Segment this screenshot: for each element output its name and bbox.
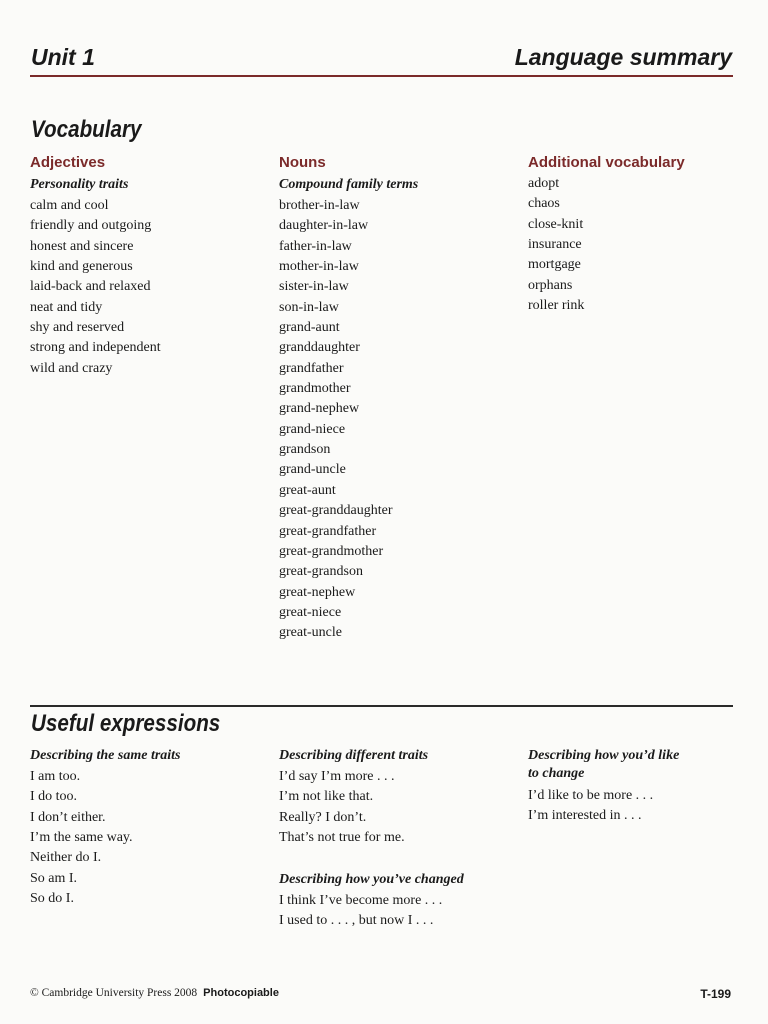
list-item: I’m the same way. [30, 830, 133, 846]
list-item: adopt [528, 176, 560, 191]
list-item: grand-uncle [279, 462, 346, 478]
list-item: grandfather [279, 360, 344, 376]
same-traits-list [30, 767, 133, 909]
list-item: wild and crazy [30, 360, 113, 376]
list-item: grandmother [279, 381, 351, 397]
list-item: orphans [528, 277, 573, 293]
nouns-heading: Nouns [279, 154, 326, 171]
adjectives-heading: Adjectives [30, 154, 106, 171]
list-item: neat and tidy [30, 299, 103, 315]
different-traits-heading: Describing different traits [279, 748, 429, 763]
list-item: great-nephew [279, 584, 356, 600]
list-item: granddaughter [279, 340, 360, 356]
photocopiable-label: Photocopiable [203, 987, 279, 999]
list-item: That’s not true for me. [279, 830, 405, 846]
list-item: great-niece [279, 604, 342, 620]
list-item: I’m not like that. [279, 789, 374, 805]
list-item: grand-niece [279, 421, 346, 437]
list-item: father-in-law [279, 238, 352, 254]
adjectives-list [30, 196, 161, 379]
same-traits-heading: Describing the same traits [30, 748, 181, 763]
section-divider [30, 705, 733, 707]
list-item: calm and cool [30, 198, 109, 213]
header-divider [30, 75, 733, 77]
page-title: Language summary [514, 44, 732, 70]
list-item: great-grandmother [279, 543, 384, 559]
list-item: insurance [528, 237, 582, 253]
list-item: I’m interested in . . . [528, 808, 642, 824]
like-to-change-heading-line1: Describing how you’d like [528, 748, 680, 763]
list-item: friendly and outgoing [30, 218, 152, 234]
list-item: great-granddaughter [279, 503, 393, 519]
list-item: brother-in-law [279, 198, 360, 213]
list-item: honest and sincere [30, 238, 134, 254]
list-item: great-grandson [279, 564, 363, 580]
like-to-change-heading-line2: to change [528, 766, 585, 781]
list-item: grandson [279, 442, 331, 458]
list-item: close-knit [528, 216, 584, 232]
changed-list [279, 891, 442, 932]
list-item: son-in-law [279, 299, 339, 315]
copyright-text: © Cambridge University Press 2008 [30, 987, 198, 999]
nouns-list [279, 196, 393, 644]
unit-title: Unit 1 [31, 44, 95, 70]
list-item: mother-in-law [279, 259, 359, 275]
list-item: mortgage [528, 257, 581, 273]
list-item: I think I’ve become more . . . [279, 893, 443, 908]
list-item: Really? I don’t. [279, 809, 367, 825]
like-to-change-list [528, 786, 653, 827]
list-item: So am I. [30, 870, 78, 886]
page-number: T-199 [700, 987, 731, 1001]
list-item: chaos [528, 196, 560, 212]
useful-expressions-heading: Useful expressions [31, 710, 221, 737]
vocabulary-heading: Vocabulary [31, 116, 142, 143]
list-item: grand-aunt [279, 320, 340, 336]
additional-vocabulary-heading: Additional vocabulary [528, 154, 685, 171]
list-item: sister-in-law [279, 279, 349, 295]
list-item: I’d like to be more . . . [528, 788, 654, 803]
list-item: kind and generous [30, 259, 133, 275]
list-item: grand-nephew [279, 401, 360, 417]
list-item: great-aunt [279, 482, 336, 498]
list-item: I am too. [30, 769, 81, 784]
list-item: daughter-in-law [279, 218, 369, 234]
list-item: I used to . . . , but now I . . . [279, 913, 434, 929]
additional-vocabulary-list [528, 174, 584, 316]
changed-heading: Describing how you’ve changed [279, 872, 464, 887]
list-item: Neither do I. [30, 850, 102, 866]
list-item: laid-back and relaxed [30, 279, 151, 295]
list-item: great-grandfather [279, 523, 377, 539]
list-item: I’d say I’m more . . . [279, 769, 395, 784]
list-item: I don’t either. [30, 809, 106, 825]
compound-family-terms-subheading: Compound family terms [279, 177, 419, 192]
list-item: roller rink [528, 298, 585, 314]
personality-traits-subheading: Personality traits [30, 177, 129, 192]
list-item: great-uncle [279, 625, 342, 641]
footer-copyright [30, 987, 279, 999]
list-item: I do too. [30, 789, 78, 805]
list-item: strong and independent [30, 340, 161, 356]
different-traits-list [279, 767, 405, 848]
list-item: shy and reserved [30, 320, 125, 336]
list-item: So do I. [30, 891, 74, 907]
